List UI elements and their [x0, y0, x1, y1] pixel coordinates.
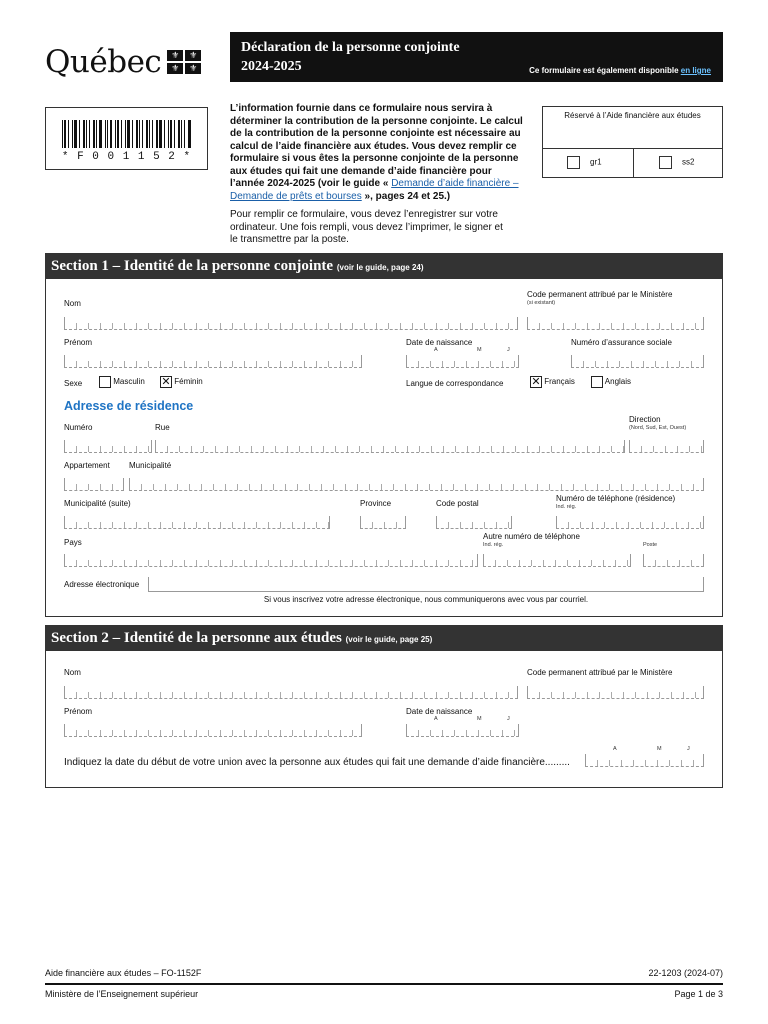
- fleur-de-lis-flag-icon: ⚜ ⚜ ⚜ ⚜: [167, 50, 201, 74]
- s2-date-naissance-field[interactable]: [406, 724, 519, 737]
- barcode-bar: [117, 120, 119, 148]
- barcode-bar: [86, 120, 87, 148]
- quebec-logo: [45, 44, 201, 80]
- adresse-heading: Adresse de résidence: [64, 399, 194, 413]
- guide-link[interactable]: Demande d’aide financière – Demande de prêts et bourses: [230, 178, 519, 202]
- numero-label: Numéro: [64, 423, 93, 432]
- footer-ministry: Ministère de l’Enseignement supérieur: [45, 989, 199, 999]
- union-mois-hint: M: [657, 746, 662, 752]
- footer-form-id: Aide financière aux études – FO-1152F: [45, 968, 202, 978]
- appartement-label: Appartement: [64, 461, 110, 470]
- barcode-bar: [174, 120, 175, 148]
- barcode-bar: [125, 120, 126, 148]
- barcode-bar: [188, 120, 191, 148]
- s2-code-permanent-field[interactable]: [527, 686, 704, 699]
- barcode: [62, 120, 192, 148]
- section2-header: Section 2 – Identité de la personne aux études (voir le guide, page 25): [45, 625, 723, 651]
- footer-version: 22-1203 (2024-07): [648, 968, 723, 978]
- barcode-bar: [79, 120, 80, 148]
- francais-checkbox[interactable]: ✕: [531, 376, 541, 388]
- numero-field[interactable]: [64, 440, 152, 453]
- barcode-bar: [181, 120, 182, 148]
- form-title-banner: [230, 32, 723, 82]
- nom-field[interactable]: [64, 317, 518, 330]
- francais-option[interactable]: ✕ Français: [531, 376, 575, 388]
- adresse-elec-label: Adresse électronique: [64, 580, 140, 589]
- barcode-bar: [64, 120, 66, 148]
- courriel-note: Si vous inscrivez votre adresse électronique, nous communiquerons avec vous par courriel.: [263, 595, 589, 604]
- province-field[interactable]: [360, 516, 406, 529]
- s2-nom-label: Nom: [64, 668, 81, 677]
- s2-nom-field[interactable]: [64, 686, 518, 699]
- s2-mois-hint: M: [477, 716, 482, 722]
- prenom-label: Prénom: [64, 338, 93, 347]
- anglais-option[interactable]: Anglais: [591, 376, 631, 388]
- barcode-bar: [72, 120, 73, 148]
- barcode-bar: [170, 120, 172, 148]
- rue-field[interactable]: [155, 440, 625, 453]
- jour-hint: J: [507, 347, 510, 353]
- municipalite-field[interactable]: [129, 478, 704, 491]
- direction-label: Direction: [629, 415, 661, 424]
- barcode-bar: [156, 120, 158, 148]
- masculin-option[interactable]: Masculin: [99, 376, 145, 388]
- barcode-bar: [62, 120, 63, 148]
- logo-wordmark: Québec: [45, 44, 162, 80]
- section1-header: Section 1 – Identité de la personne conjointe (voir le guide, page 24): [45, 253, 723, 279]
- anglais-checkbox[interactable]: [591, 376, 603, 388]
- barcode-bar: [164, 120, 165, 148]
- barcode-bar: [136, 120, 138, 148]
- sexe-label: Sexe: [64, 379, 83, 388]
- barcode-bar: [127, 120, 130, 148]
- barcode-bar: [89, 120, 90, 148]
- autre-ind-reg-hint: Ind. rég.: [483, 542, 504, 548]
- tel-residence-field[interactable]: [556, 516, 704, 529]
- annee-hint: A: [434, 347, 438, 353]
- adresse-elec-field[interactable]: [148, 577, 704, 592]
- barcode-bar: [105, 120, 106, 148]
- barcode-bar: [146, 120, 148, 148]
- barcode-bar: [149, 120, 150, 148]
- barcode-text: * F 0 0 1 1 5 2 *: [61, 151, 192, 163]
- code-permanent-field[interactable]: [527, 317, 704, 330]
- footer-rule: [45, 983, 723, 985]
- date-naissance-label: Date de naissance: [406, 338, 473, 347]
- tel-residence-label: Numéro de téléphone (résidence): [556, 494, 676, 503]
- langue-label: Langue de correspondance: [406, 379, 504, 388]
- gr1-checkbox[interactable]: gr1: [567, 156, 602, 169]
- province-label: Province: [360, 499, 392, 508]
- barcode-bar: [178, 120, 180, 148]
- ss2-checkbox[interactable]: ss2: [659, 156, 694, 169]
- masculin-checkbox[interactable]: [99, 376, 111, 388]
- rue-label: Rue: [155, 423, 170, 432]
- barcode-bar: [168, 120, 169, 148]
- form-year: 2024-2025: [241, 59, 302, 74]
- availability-note: Ce formulaire est également disponible en ligne: [529, 66, 711, 75]
- reserved-title: Réservé à l’Aide financière aux études: [564, 111, 701, 120]
- ind-reg-hint: Ind. rég.: [556, 504, 577, 510]
- poste-field[interactable]: [643, 554, 704, 567]
- barcode-bar: [159, 120, 162, 148]
- footer-page-number: Page 1 de 3: [674, 989, 723, 999]
- poste-label: Poste: [643, 542, 658, 548]
- code-permanent-label: Code permanent attribué par le Ministère: [527, 290, 673, 299]
- pays-label: Pays: [64, 538, 82, 547]
- instructions-paragraph: Pour remplir ce formulaire, vous devez l’enregistrer sur votre ordinateur. Une fois rempli, vous devez l’imprimer, le signer et le transmettre par la poste.: [230, 209, 503, 245]
- s2-prenom-label: Prénom: [64, 707, 93, 716]
- union-date-label: Indiquez la date du début de votre union avec la personne aux études qui fait une demande d’aide financière.........: [64, 757, 570, 768]
- barcode-bar: [132, 120, 133, 148]
- barcode-bar: [96, 120, 97, 148]
- barcode-bar: [184, 120, 185, 148]
- code-postal-label: Code postal: [436, 499, 479, 508]
- union-date-field[interactable]: [585, 754, 704, 767]
- union-annee-hint: A: [613, 746, 617, 752]
- form-title: Déclaration de la personne conjointe: [241, 40, 460, 55]
- nas-label: Numéro d’assurance sociale: [571, 338, 672, 347]
- barcode-bar: [139, 120, 140, 148]
- barcode-bar: [121, 120, 122, 148]
- municipalite-label: Municipalité: [129, 461, 172, 470]
- barcode-bar: [110, 120, 112, 148]
- reserved-box: [542, 106, 723, 178]
- autre-tel-label: Autre numéro de téléphone: [483, 532, 580, 541]
- municipalite-suite-label: Municipalité (suite): [64, 499, 131, 508]
- feminin-option[interactable]: ✕ Féminin: [161, 376, 203, 388]
- date-naissance-field[interactable]: [406, 355, 519, 368]
- appartement-field[interactable]: [64, 478, 124, 491]
- s2-prenom-field[interactable]: [64, 724, 362, 737]
- pays-field[interactable]: [64, 554, 478, 567]
- direction-field[interactable]: [629, 440, 704, 453]
- nom-label: Nom: [64, 299, 81, 308]
- feminin-checkbox[interactable]: ✕: [161, 376, 171, 388]
- barcode-bar: [152, 120, 153, 148]
- s2-jour-hint: J: [507, 716, 510, 722]
- si-existant-hint: (si existant): [527, 300, 556, 306]
- direction-hint: (Nord, Sud, Est, Ouest): [629, 425, 687, 431]
- barcode-bar: [83, 120, 85, 148]
- online-link[interactable]: en ligne: [680, 66, 711, 75]
- barcode-bar: [93, 120, 95, 148]
- barcode-bar: [74, 120, 77, 148]
- barcode-box: [45, 107, 208, 170]
- barcode-bar: [107, 120, 108, 148]
- s2-code-permanent-label: Code permanent attribué par le Ministère: [527, 668, 673, 677]
- code-postal-field[interactable]: [436, 516, 512, 529]
- intro-paragraph: L’information fournie dans ce formulaire nous servira à déterminer la contribution de la personne conjointe. Le calcul de la contribution de la personne conjointe est nécessaire au calcul de l’aide financière aux études. Vous devez remplir ce formulaire si vous êtes la personne conjointe de la personne aux études qui fait une demande d’aide financière pour l’année 2024-2025 (voir le guide « Demande d’aide financière – Demande de prêts et bourses », pages 24 et 25.): [230, 103, 523, 202]
- autre-tel-field[interactable]: [483, 554, 631, 567]
- nas-field[interactable]: [571, 355, 704, 368]
- barcode-bar: [115, 120, 116, 148]
- barcode-bar: [68, 120, 69, 148]
- municipalite-suite-field[interactable]: [64, 516, 330, 529]
- union-jour-hint: J: [687, 746, 690, 752]
- s2-annee-hint: A: [434, 716, 438, 722]
- mois-hint: M: [477, 347, 482, 353]
- s2-date-naissance-label: Date de naissance: [406, 707, 473, 716]
- prenom-field[interactable]: [64, 355, 362, 368]
- barcode-bar: [99, 120, 102, 148]
- barcode-bar: [142, 120, 143, 148]
